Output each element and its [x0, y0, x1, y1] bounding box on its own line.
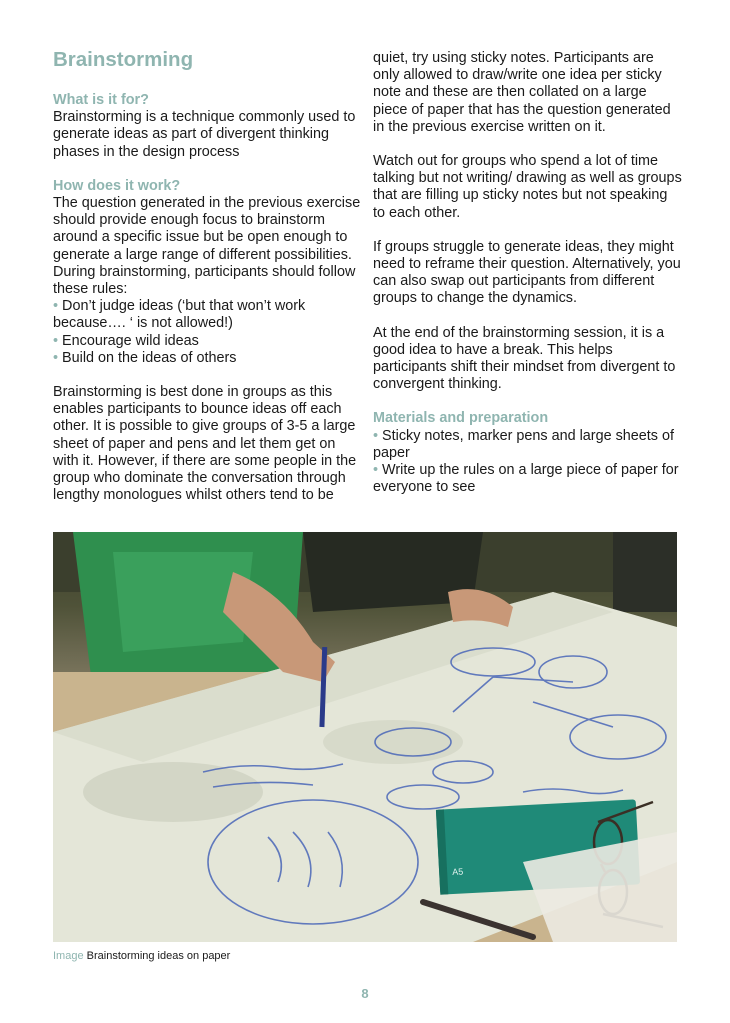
page-title: Brainstorming [53, 48, 194, 71]
brainstorm-photo [53, 532, 677, 942]
bullet-icon: • [373, 427, 379, 444]
list-item: • Don’t judge ideas (‘but that won’t work because…. ‘ is not allowed!) [53, 298, 306, 332]
photo-caption [53, 950, 230, 962]
photo-illustration [53, 532, 677, 942]
right-column [373, 50, 683, 496]
how-para2: Brainstorming is best done in groups as this enables participants to bounce ideas off each other. It is possible to give groups of 3-5 a large sheet of paper and pens and let them get on with it. However, if there are some people in the group who dominate the conversation through lengthy monologues whilst others tend to be [53, 384, 357, 504]
right-para2: Watch out for groups who spend a lot of time talking but not writing/ drawing as well as groups that are filling up sticky notes but not speaking to each other. [373, 153, 682, 221]
list-item: • Build on the ideas of others [53, 349, 237, 366]
list-item: • Write up the rules on a large piece of paper for everyone to see [373, 462, 679, 496]
right-para4: At the end of the brainstorming session, it is a good idea to have a break. This helps participants shift their mindset from divergent to convergent thinking. [373, 324, 676, 393]
right-para3: If groups struggle to generate ideas, they might need to reframe their question. Alternatively, you can also swap out participants from different groups to change the dynamics. [373, 238, 681, 307]
caption-text: Brainstorming ideas on paper [86, 950, 231, 962]
what-body: Brainstorming is a technique commonly used to generate ideas as part of divergent thinking phases in the design process [53, 109, 356, 160]
how-heading: How does it work? [53, 177, 181, 194]
bullet-icon: • [53, 349, 59, 366]
bullet-icon: • [53, 332, 59, 349]
bullet-icon: • [53, 298, 59, 315]
materials-list [373, 428, 683, 497]
list-item: • Sticky notes, marker pens and large sheets of paper [373, 427, 675, 461]
left-column [53, 48, 363, 504]
how-intro: The question generated in the previous exercise should provide enough focus to brainstorm around a specific issue but be open enough to generate a large range of different possibilities. During brainstorming, participants should follow these rules: [53, 195, 361, 298]
notebook-label: A5 [451, 866, 464, 878]
bullet-icon: • [373, 462, 379, 479]
what-heading: What is it for? [53, 92, 149, 108]
materials-heading: Materials and preparation [373, 410, 549, 427]
rules-list [53, 298, 363, 367]
right-para1: quiet, try using sticky notes. Participants are only allowed to draw/write one idea per sticky note and these are then collated on a large piece of paper that has the question generated in the previous exercise written on it. [373, 50, 671, 135]
page-number: 8 [361, 986, 369, 1001]
caption-label: Image [53, 950, 84, 962]
list-item: • Encourage wild ideas [53, 332, 199, 349]
